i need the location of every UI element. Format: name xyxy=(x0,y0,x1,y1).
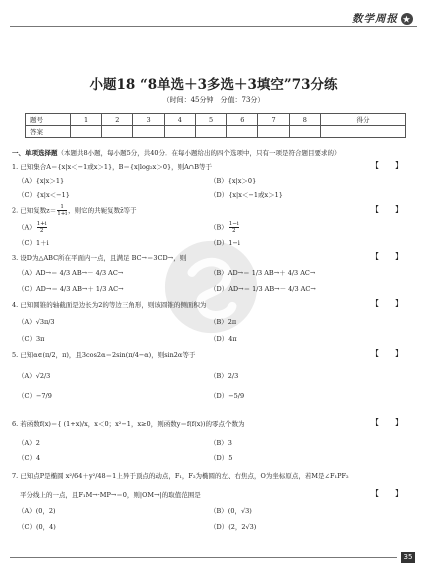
option-b xyxy=(210,221,240,234)
table-cell: 1 xyxy=(71,114,102,126)
option-a: （A）2 xyxy=(18,439,40,447)
question-2-post: ，则它的共轭复数z̄等于 xyxy=(68,206,137,215)
option-a-label: （A） xyxy=(18,223,36,232)
option-a: （A）AD→＝ 4/3 AB→－ 4/3 AC→ xyxy=(18,269,124,277)
answer-cell[interactable] xyxy=(289,126,320,138)
option-b-label: （B） xyxy=(210,223,228,232)
brand-logo-icon: ★ xyxy=(402,13,412,24)
option-c: （C）4 xyxy=(18,454,41,462)
fraction xyxy=(57,204,67,217)
option-a xyxy=(18,221,48,234)
answer-bracket: 【 】 xyxy=(371,418,403,427)
score-table-row xyxy=(26,114,406,126)
answer-cell[interactable] xyxy=(71,126,102,138)
top-divider xyxy=(10,26,417,27)
option-c: （C）3π xyxy=(18,335,45,343)
question-1: 1. 已知集合A＝{x|x＜−1或x＞1}，B＝{x|log₂x＞0}，则A∩B等于 xyxy=(12,163,213,171)
table-cell: 题号 xyxy=(26,114,71,126)
option-c: （C）(0，4) xyxy=(18,523,56,531)
answer-bracket: 【 】 xyxy=(371,161,403,170)
answer-bracket: 【 】 xyxy=(371,299,403,308)
answer-cell[interactable] xyxy=(102,126,133,138)
question-2 xyxy=(12,204,137,217)
option-b: （B）2/3 xyxy=(210,372,239,380)
answer-cell[interactable] xyxy=(133,126,164,138)
option-d: （D）{x|x＜−1或x＞1} xyxy=(210,191,283,199)
option-a: （A）√3π/3 xyxy=(18,318,55,326)
option-d: （D）4π xyxy=(210,335,237,343)
table-cell: 6 xyxy=(227,114,258,126)
answer-bracket: 【 】 xyxy=(371,205,403,214)
answer-cell[interactable] xyxy=(164,126,195,138)
option-b: （B）3 xyxy=(210,439,232,447)
table-cell: 3 xyxy=(133,114,164,126)
frac-den: 1+i xyxy=(57,211,68,217)
page-title: 小题18 “8单选＋3多选＋3填空”73分练 xyxy=(89,77,338,93)
frac-den: 2 xyxy=(39,228,44,234)
section-note: （本题共8小题，每小题5分，共40分．在每小题给出的四个选项中，只有一项是符合题目要求的） xyxy=(57,149,341,157)
answer-bracket: 【 】 xyxy=(371,489,403,498)
option-b: （B）2π xyxy=(210,318,237,326)
answer-bracket: 【 】 xyxy=(371,349,403,358)
option-a: （A）√2/3 xyxy=(18,372,51,380)
option-a: （A）(0，2) xyxy=(18,507,56,515)
question-7: 7. 已知点P是椭圆 x²/64＋y²/48＝1上异于顶点的动点，F₁，F₂为椭圆的左、右焦点，O为坐标原点，若M是∠F₁PF₂ xyxy=(12,472,349,480)
table-cell: 得分 xyxy=(320,114,405,126)
table-cell: 答案 xyxy=(26,126,71,138)
frac-num: 1+i xyxy=(36,221,47,227)
question-6: 6. 若函数f(x)＝{ (1+x)/x，x＜0；x²−1，x≥0，则函数y＝f(f(x))的零点个数为 xyxy=(12,420,245,428)
option-c: （C）1＋i xyxy=(18,239,49,247)
option-a: （A）{x|x＞1} xyxy=(18,177,65,185)
fraction xyxy=(37,221,47,234)
question-5: 5. 已知α∈(π/2，π)，且3cos2α＝2sin(π/4−α)，则sin2α等于 xyxy=(12,351,196,359)
table-cell: 5 xyxy=(195,114,226,126)
fraction xyxy=(229,221,239,234)
option-d: （D）−5/9 xyxy=(210,392,245,400)
score-table-row xyxy=(26,126,406,138)
option-d: （D）5 xyxy=(210,454,233,462)
bottom-divider xyxy=(10,557,397,558)
table-cell: 8 xyxy=(289,114,320,126)
option-c: （C）{x|x＜−1} xyxy=(18,191,70,199)
score-table xyxy=(25,113,406,138)
answer-cell[interactable] xyxy=(227,126,258,138)
section-heading xyxy=(12,148,341,157)
option-b: （B）{x|x＞0} xyxy=(210,177,257,185)
frac-num: 1 xyxy=(57,204,67,211)
answer-bracket: 【 】 xyxy=(371,252,403,261)
question-7-line2: 平分线上的一点，且F₁M→·MP→＝0，则|OM→|的取值范围是 xyxy=(20,491,201,499)
option-b: （B）(0，√3) xyxy=(210,507,252,515)
question-3: 3. 设D为△ABC所在平面内一点，且满足 BC→＝3CD→，则 xyxy=(12,254,187,262)
table-cell: 4 xyxy=(164,114,195,126)
option-d: （D）AD→＝ 1/3 AB→－ 4/3 AC→ xyxy=(210,285,316,293)
answer-cell[interactable] xyxy=(195,126,226,138)
table-cell: 2 xyxy=(102,114,133,126)
option-b: （B）AD→＝ 1/3 AB→＋ 4/3 AC→ xyxy=(210,269,316,277)
frac-den: 2 xyxy=(231,228,236,234)
table-cell: 7 xyxy=(258,114,289,126)
score-cell[interactable] xyxy=(320,126,405,138)
page-subtitle: （时间：45分钟 分值：73分） xyxy=(162,96,265,104)
option-c: （C）−7/9 xyxy=(18,392,52,400)
page-number: 35 xyxy=(401,552,415,563)
question-4: 4. 已知圆锥的轴截面是边长为2的等边三角形，则该圆锥的侧面积为 xyxy=(12,301,207,309)
option-d: （D）(2，2√3) xyxy=(210,523,257,531)
frac-num: 1−i xyxy=(228,221,239,227)
brand-header xyxy=(352,11,413,26)
option-c: （C）AD→＝ 4/3 AB→＋ 1/3 AC→ xyxy=(18,285,124,293)
answer-cell[interactable] xyxy=(258,126,289,138)
brand-name: 数学周报 xyxy=(352,13,398,25)
section-label: 一、单项选择题 xyxy=(12,149,58,157)
question-2-pre: 2. 已知复数z＝ xyxy=(12,206,57,215)
option-d: （D）1−i xyxy=(210,239,240,247)
